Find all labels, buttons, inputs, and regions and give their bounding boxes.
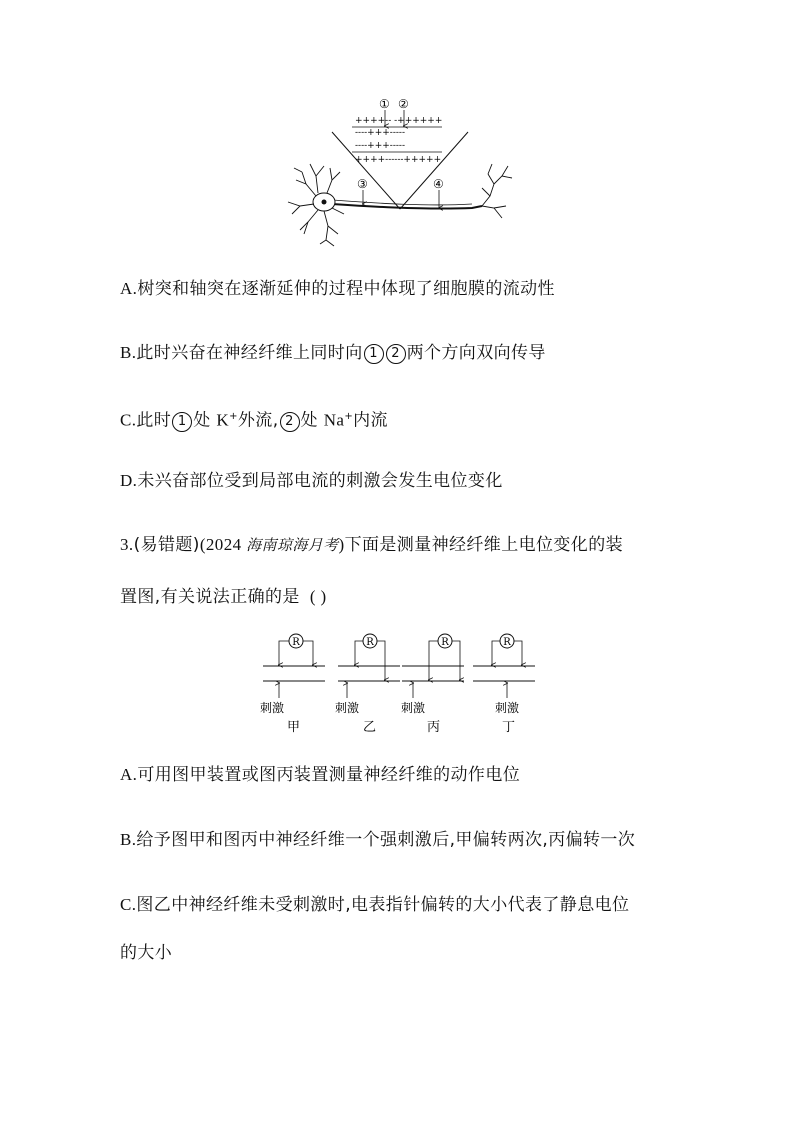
option-a-letter: A. xyxy=(120,279,138,298)
panel-jia xyxy=(260,634,325,735)
ion-k-charge: + xyxy=(229,411,238,422)
neuron-figure xyxy=(282,92,522,252)
option-b[interactable] xyxy=(120,341,546,365)
option-a-text: 树突和轴突在逐渐延伸的过程中体现了细胞膜的流动性 xyxy=(137,279,555,299)
stimulus-label: 刺激 xyxy=(495,701,520,715)
marker-1: ① xyxy=(379,97,390,111)
panel-yi xyxy=(335,634,400,735)
panel-ding xyxy=(473,634,535,735)
option-b-text-post: 两个方向双向传导 xyxy=(406,343,546,363)
panel-label: 甲 xyxy=(287,720,301,735)
q3-option-c-text-1: 图乙中神经纤维未受刺激时,电表指针偏转的大小代表了静息电位 xyxy=(136,895,630,915)
ion-na-charge: + xyxy=(344,411,354,422)
marker-2: ② xyxy=(398,97,409,111)
meter-symbol: R xyxy=(503,637,511,648)
q3-option-c-letter: C. xyxy=(120,895,137,914)
ion-k: K xyxy=(216,410,230,430)
answer-bracket[interactable]: ( ) xyxy=(309,587,327,606)
question-3-stem-line-1 xyxy=(120,533,623,557)
charge-row-2: ----+++----- xyxy=(355,128,405,138)
stimulus-label: 刺激 xyxy=(401,701,426,715)
q3-option-c-text-2: 的大小 xyxy=(120,943,173,963)
option-c-p2: 处 xyxy=(193,410,217,431)
option-c-letter: C. xyxy=(120,410,137,430)
ion-na: Na xyxy=(323,410,345,430)
marker-4: ④ xyxy=(433,177,444,191)
question-stem-1: 下面是测量神经纤维上电位变化的装 xyxy=(344,535,624,555)
option-b-letter: B. xyxy=(120,343,137,362)
option-c-p1: 此时 xyxy=(136,410,172,431)
q3-option-b-text: 给予图甲和图丙中神经纤维一个强刺激后,甲偏转两次,丙偏转一次 xyxy=(136,830,636,850)
panel-label: 丁 xyxy=(502,720,516,735)
circled-1: 1 xyxy=(364,344,384,364)
panel-label: 乙 xyxy=(363,720,377,735)
option-c[interactable] xyxy=(120,405,388,433)
question-tag: (易错题) xyxy=(133,535,200,555)
circled-1: 1 xyxy=(172,412,192,432)
meter-symbol: R xyxy=(441,637,449,648)
stimulus-label: 刺激 xyxy=(260,701,285,715)
q3-option-a-text: 可用图甲装置或图丙装置测量神经纤维的动作电位 xyxy=(137,765,521,785)
option-b-text-pre: 此时兴奋在神经纤维上同时向 xyxy=(136,343,363,363)
question-stem-2: 置图,有关说法正确的是 xyxy=(120,587,300,607)
marker-3: ③ xyxy=(357,177,368,191)
q3-option-b-letter: B. xyxy=(120,830,137,849)
panel-label: 丙 xyxy=(427,720,441,735)
question-source-close: ) xyxy=(338,535,345,554)
question-source: 海南琼海月考 xyxy=(246,536,339,554)
option-d[interactable] xyxy=(120,469,503,493)
question-year: (2024 xyxy=(199,535,247,554)
q3-option-c[interactable] xyxy=(120,893,629,917)
option-d-text: 未兴奋部位受到局部电流的刺激会发生电位变化 xyxy=(137,471,503,491)
option-c-p3: 外流, xyxy=(237,410,279,431)
option-c-p5: 内流 xyxy=(353,410,388,431)
q3-option-a[interactable] xyxy=(120,763,520,787)
circled-2: 2 xyxy=(280,412,300,432)
question-3-stem-line-2 xyxy=(120,585,327,609)
charge-row-3: ----+++----- xyxy=(355,141,405,151)
q3-option-a-letter: A. xyxy=(120,765,138,784)
stimulus-label: 刺激 xyxy=(335,701,360,715)
device-figure xyxy=(255,628,545,738)
charge-row-4: ++++------+++++ xyxy=(355,155,442,165)
panel-bing xyxy=(401,634,464,735)
circled-2: 2 xyxy=(386,344,406,364)
question-number: 3. xyxy=(120,535,134,554)
q3-option-b[interactable] xyxy=(120,828,635,852)
option-d-letter: D. xyxy=(120,471,138,490)
meter-symbol: R xyxy=(366,637,374,648)
option-c-p4: 处 xyxy=(300,410,324,431)
meter-symbol: R xyxy=(292,637,300,648)
q3-option-c-continued xyxy=(120,941,172,965)
charge-row-1: ++++-- -++++++ xyxy=(355,116,443,126)
option-a[interactable] xyxy=(120,277,555,301)
